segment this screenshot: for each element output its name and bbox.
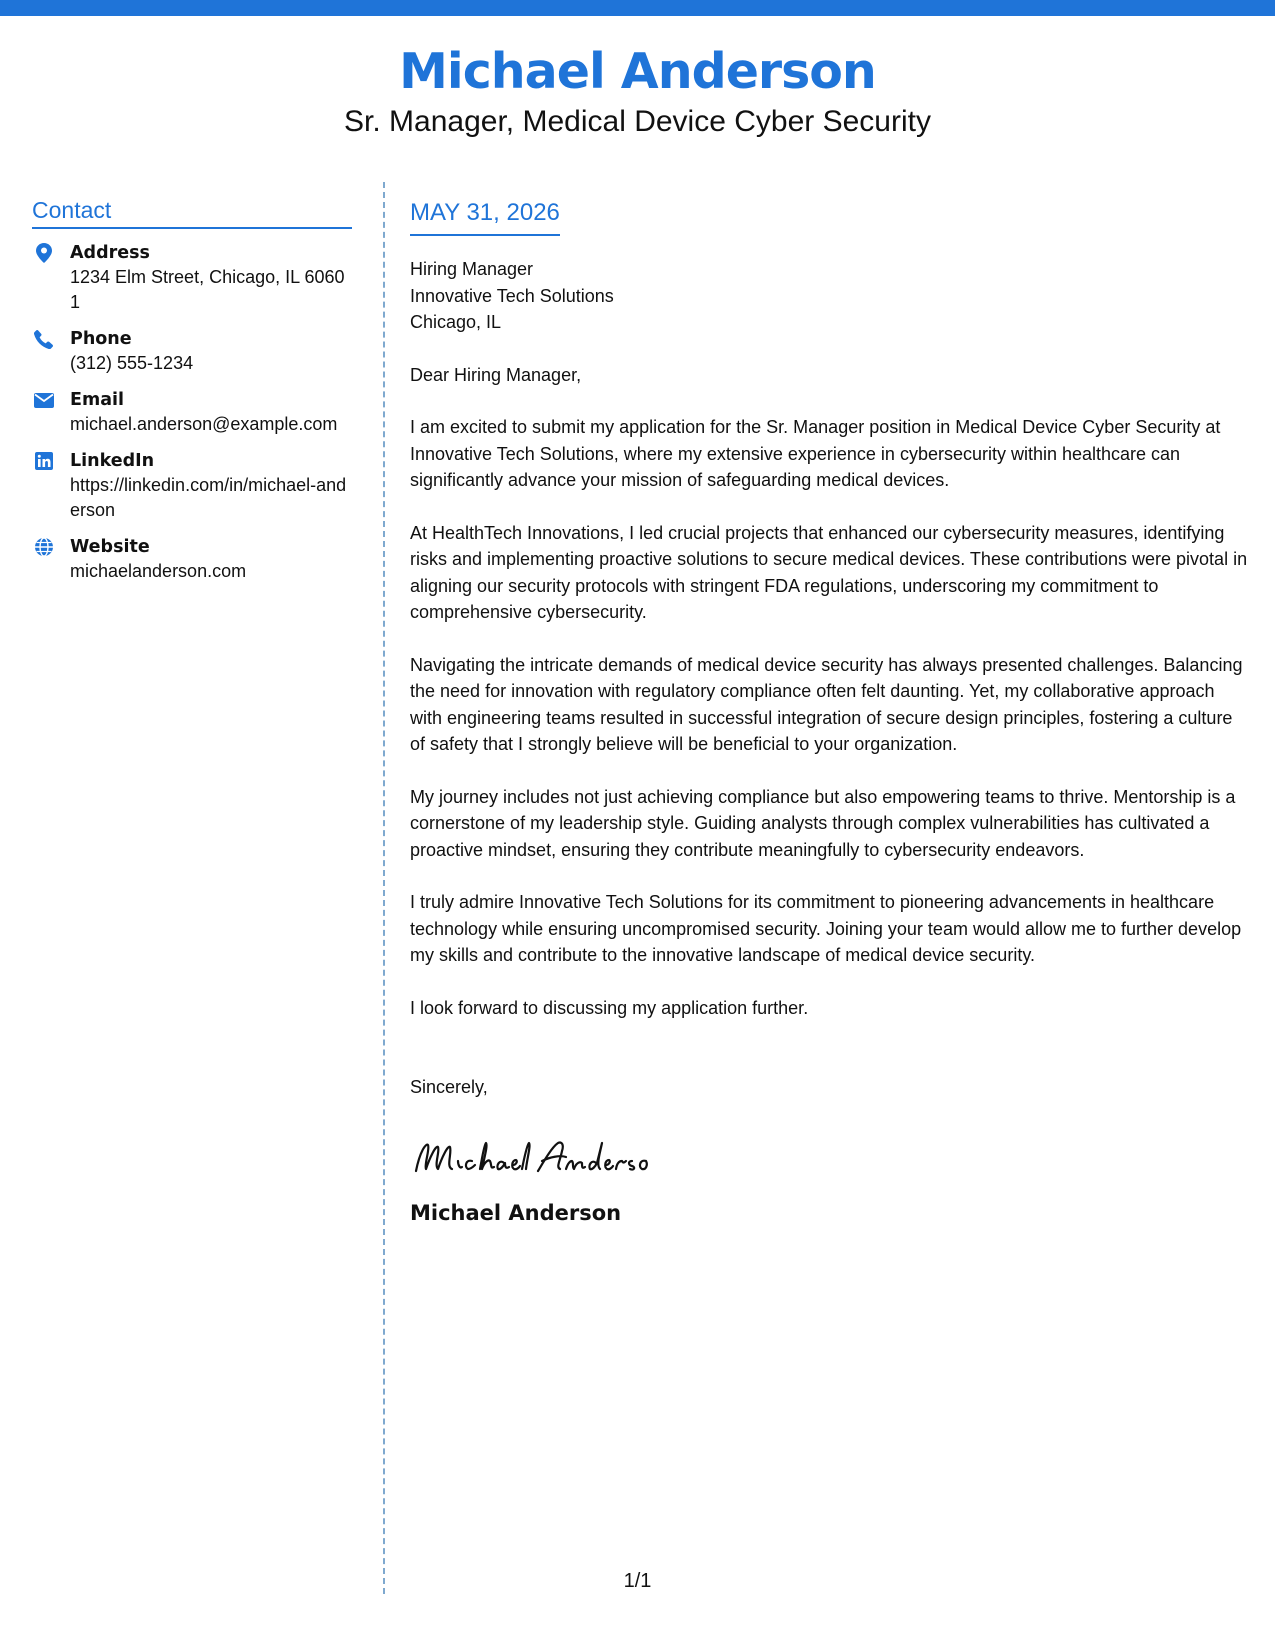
- address-value: 1234 Elm Street, Chicago, IL 60601: [70, 267, 345, 312]
- page-number: 1/1: [623, 1570, 652, 1592]
- envelope-icon: [34, 390, 54, 410]
- website-value[interactable]: michaelanderson.com: [70, 561, 247, 581]
- email-value[interactable]: michael.anderson@example.com: [70, 414, 338, 434]
- letter-header: [0, 42, 1275, 140]
- contact-heading: Contact: [32, 196, 352, 229]
- body-paragraph: I truly admire Innovative Tech Solutions for its commitment to pioneering advancements in healthcare technology while ensuring uncompromised security. Joining your team would allow me to further develop my skills and contribute to the innovative landscape of medical device security.: [410, 892, 1242, 965]
- contact-label: LinkedIn: [70, 451, 155, 471]
- signer-name: Michael Anderson: [410, 1200, 622, 1225]
- globe-icon: [34, 537, 54, 557]
- contact-list: [32, 241, 352, 584]
- column-divider: [383, 182, 385, 1594]
- linkedin-value[interactable]: https://linkedin.com/in/michael-anderson: [70, 475, 347, 520]
- body-paragraph: I am excited to submit my application for the Sr. Manager position in Medical Device Cyber Security at Innovative Tech Solutions, where my extensive experience in cybersecurity within healthcare can significantly advance your mission of safeguarding medical devices.: [410, 417, 1221, 490]
- contact-item-linkedin: [32, 449, 352, 523]
- contact-item-email: [32, 388, 352, 437]
- body-paragraph: At HealthTech Innovations, I led crucial projects that enhanced our cybersecurity measures, identifying risks and implementing proactive solutions to secure medical devices. These contributions were pivotal in aligning our security protocols with stringent FDA regulations, underscoring my commitment to comprehensive cybersecurity.: [410, 522, 1248, 622]
- contact-item-address: [32, 241, 352, 315]
- body-paragraph: Navigating the intricate demands of medical device security has always presented challenges. Balancing the need for innovation with regulatory compliance often felt daunting. Yet, my collaborative approach with engineering teams resulted in successful integration of secure design principles, fostering a culture of safety that I strongly believe will be beneficial to your organization.: [410, 654, 1243, 754]
- contact-item-website: [32, 535, 352, 584]
- closing: Sincerely,: [410, 1077, 488, 1097]
- contact-label: Email: [70, 390, 124, 410]
- letter-body: [410, 198, 1250, 1227]
- contact-sidebar: [32, 196, 352, 596]
- contact-label: Address: [70, 243, 150, 263]
- top-accent-bar: [0, 0, 1275, 16]
- recipient-line: Hiring Manager: [410, 259, 534, 279]
- letter-date: MAY 31, 2026: [410, 198, 560, 236]
- greeting: Dear Hiring Manager,: [410, 364, 582, 385]
- body-paragraph: My journey includes not just achieving compliance but also empowering teams to thrive. Mentorship is a cornerstone of my leadership style. Guiding analysts through complex vulnerabilities has cultivated a proactive mindset, ensuring they contribute meaningfully to cybersecurity endeavors.: [410, 786, 1236, 860]
- contact-label: Phone: [70, 329, 132, 349]
- phone-value: (312) 555-1234: [70, 353, 194, 373]
- contact-label: Website: [70, 537, 150, 557]
- recipient-line: Innovative Tech Solutions: [410, 285, 614, 306]
- phone-icon: [34, 329, 54, 349]
- recipient-block: [410, 256, 1250, 336]
- applicant-title: Sr. Manager, Medical Device Cyber Security: [344, 105, 931, 138]
- contact-item-phone: [32, 327, 352, 376]
- applicant-name: Michael Anderson: [399, 43, 876, 100]
- map-pin-icon: [34, 243, 54, 263]
- recipient-line: Chicago, IL: [410, 312, 502, 332]
- handwritten-signature: [410, 1131, 690, 1181]
- linkedin-icon: [34, 451, 54, 471]
- body-paragraph: I look forward to discussing my application further.: [410, 997, 809, 1018]
